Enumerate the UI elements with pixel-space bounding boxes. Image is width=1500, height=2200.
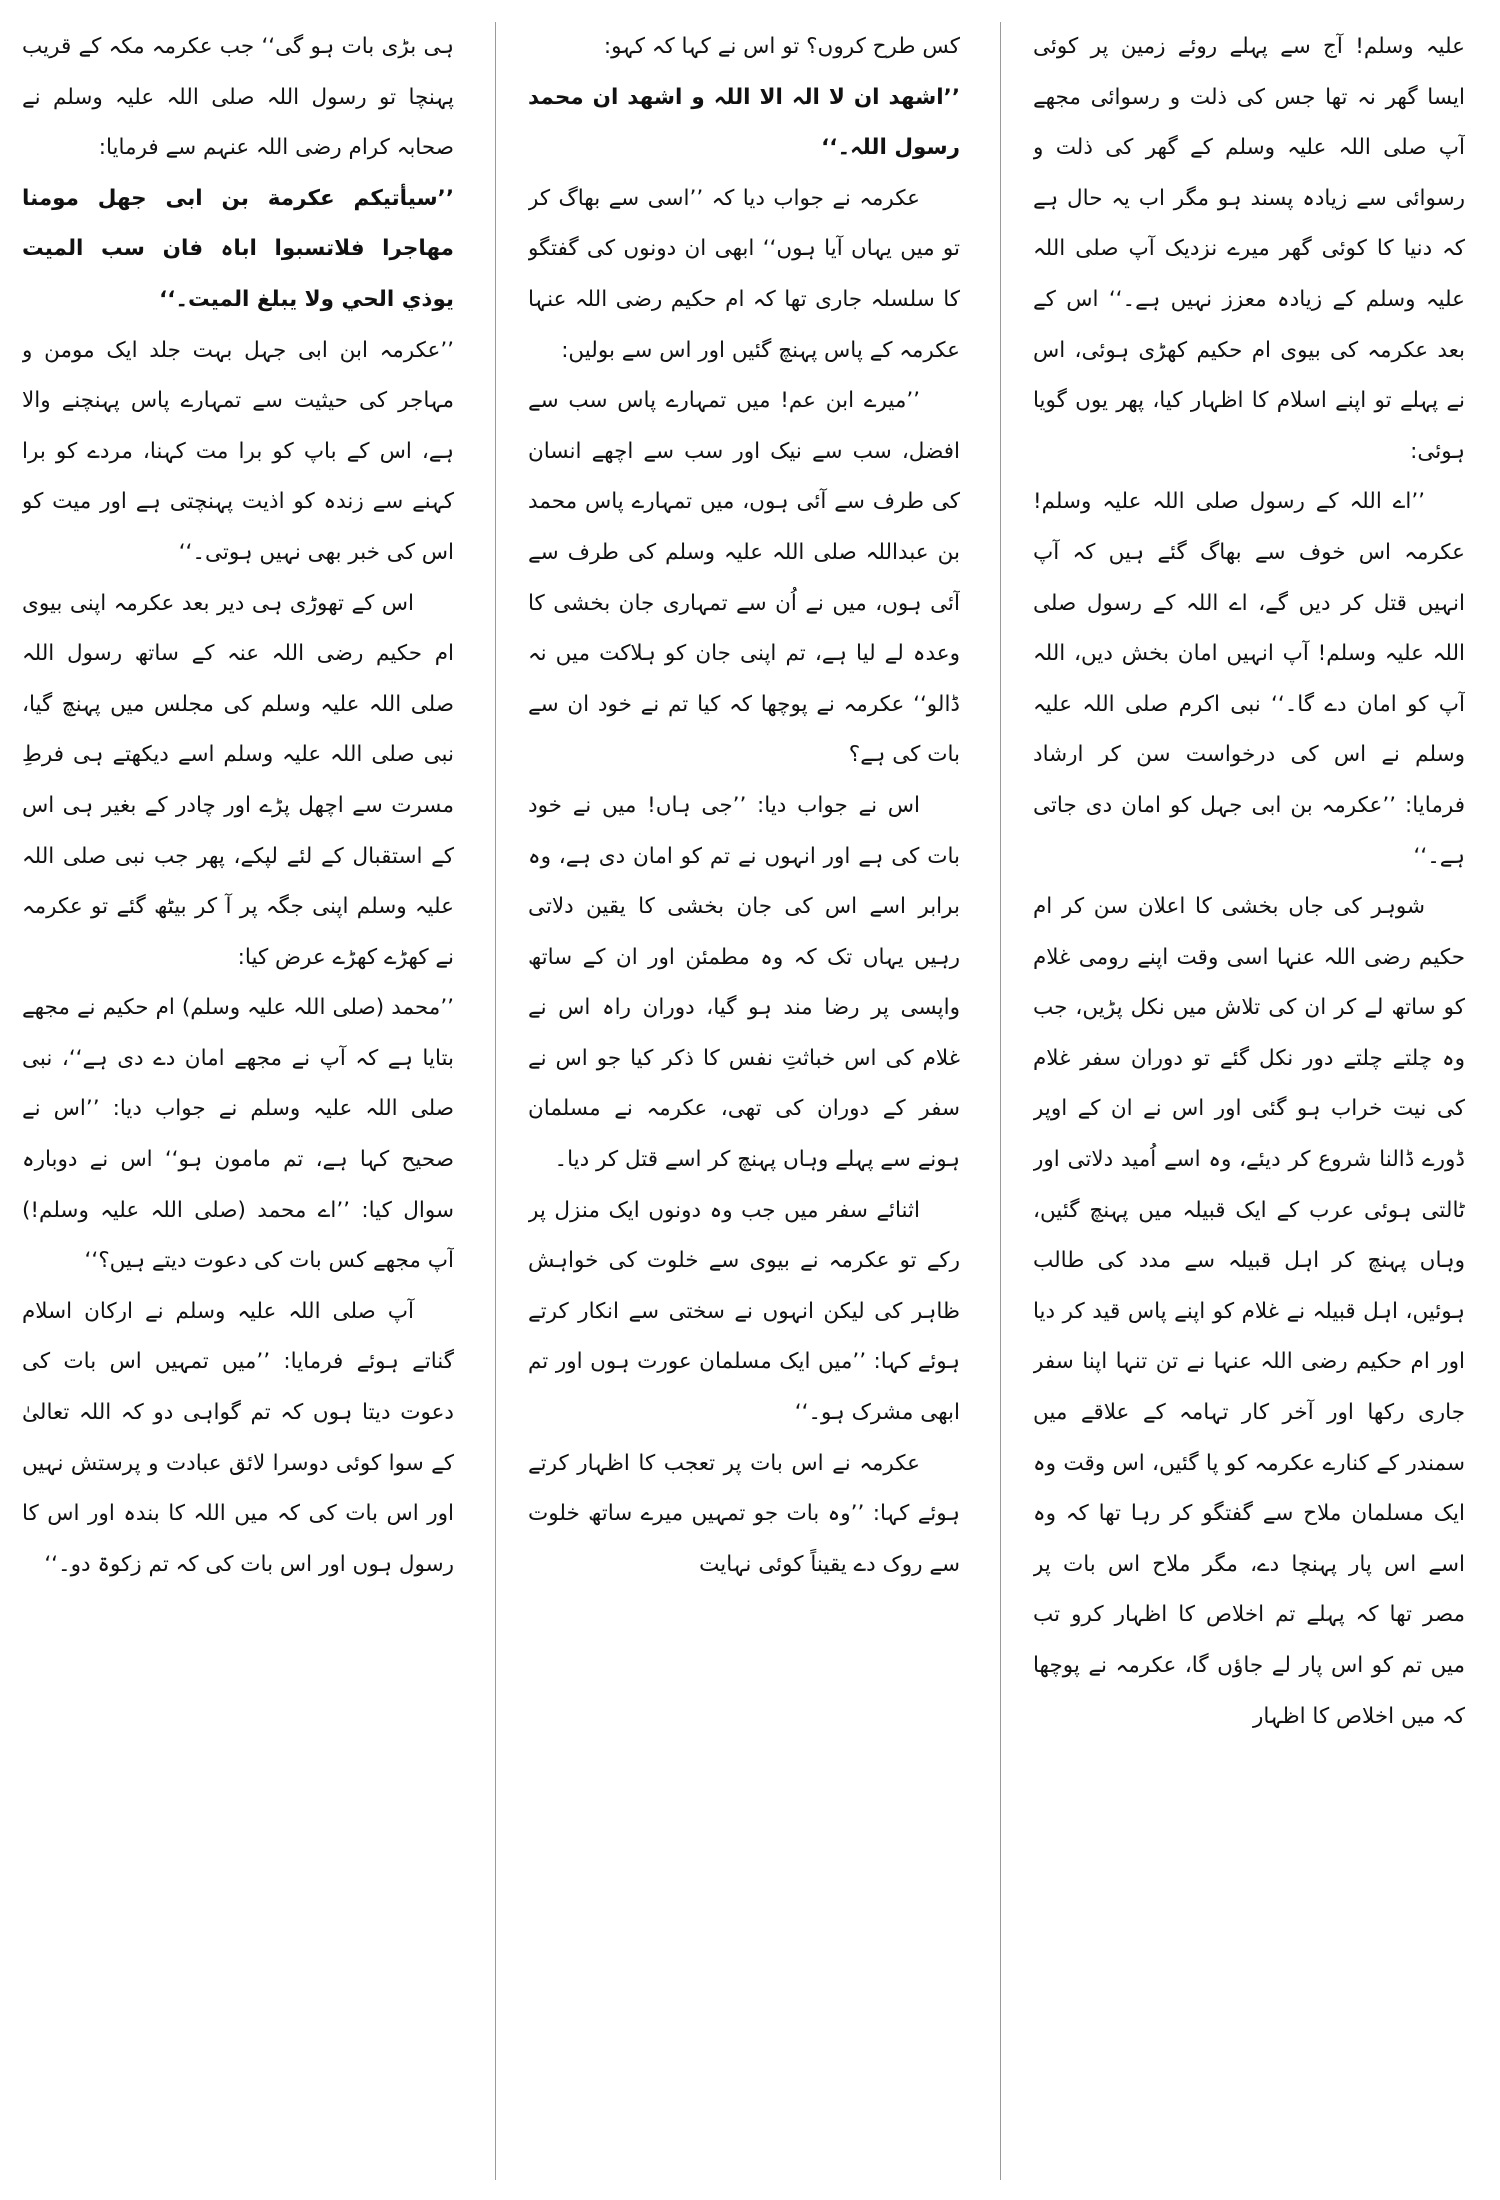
paragraph: ’’اے اللہ کے رسول صلی اللہ علیہ وسلم! عکرمہ اس خوف سے بھاگ گئے ہیں کہ آپ انہیں قتل کر دیں گے، اے اللہ کے رسول صلی اللہ علیہ وسلم! آپ انہیں امان بخش دیں، اللہ آپ کو امان دے گا۔‘‘ نبی اکرم صلی اللہ علیہ وسلم نے اس کی درخواست سن کر ارشاد فرمایا: ’’عکرمہ بن ابی جہل کو امان دی جاتی ہے۔‘‘ [1033, 489, 1465, 869]
text-column-right [1033, 22, 1465, 2192]
quote-arabic: ’’اشھد ان لا الہ الا اللہ و اشھد ان محمد رسول اللہ۔‘‘ [528, 84, 960, 161]
paragraph: عکرمہ نے جواب دیا کہ ’’اسی سے بھاگ کر تو میں یہاں آیا ہوں‘‘ ابھی ان دونوں کی گفتگو کا سلسلہ جاری تھا کہ ام حکیم رضی اللہ عنہا عکرمہ کے پاس پہنچ گئیں اور اس سے بولیں: [528, 185, 960, 363]
text-column-middle [528, 22, 960, 2192]
quote-arabic: ’’سیأتیکم عکرمة بن ابی جھل مومنا مھاجرا فلاتسبوا اباہ فان سب المیت یوذي الحي ولا یبلغ المیت۔‘‘ [22, 185, 454, 312]
paragraph: کس طرح کروں؟ تو اس نے کہا کہ کہو: [603, 34, 960, 59]
column-divider [1000, 22, 1001, 2180]
paragraph: ’’عکرمہ ابن ابی جہل بہت جلد ایک مومن و مہاجر کی حیثیت سے تمہارے پاس پہنچنے والا ہے، اس کے باپ کو برا مت کہنا، مردے کو برا کہنے سے زندہ کو اذیت پہنچتی ہے اور میت کو اس کی خبر بھی نہیں ہوتی۔‘‘ [22, 337, 454, 565]
paragraph: اس نے جواب دیا: ’’جی ہاں! میں نے خود بات کی ہے اور انہوں نے تم کو امان دی ہے، وہ برابر اسے اس کی جان بخشی کا یقین دلاتی رہیں یہاں تک کہ وہ مطمئن اور ان کے ساتھ واپسی پر رضا مند ہو گیا، دوران راہ اس نے غلام کی اس خباثتِ نفس کا ذکر کیا جو اس نے سفر کے دوران کی تھی، عکرمہ نے مسلمان ہونے سے پہلے وہاں پہنچ کر اسے قتل کر دیا۔ [528, 792, 960, 1173]
paragraph: آپ صلی اللہ علیہ وسلم نے ارکان اسلام گناتے ہوئے فرمایا: ’’میں تمہیں اس بات کی دعوت دیتا ہوں کہ تم گواہی دو کہ اللہ تعالیٰ کے سوا کوئی دوسرا لائق عبادت و پرستش نہیں اور اس بات کی کہ میں اللہ کا بندہ اور اس کا رسول ہوں اور اس بات کی کہ تم زکوۃ دو۔‘‘ [22, 1298, 454, 1577]
paragraph: اس کے تھوڑی ہی دیر بعد عکرمہ اپنی بیوی ام حکیم رضی اللہ عنہ کے ساتھ رسول اللہ صلی اللہ علیہ وسلم کی مجلس میں پہنچ گیا، نبی صلی اللہ علیہ وسلم اسے دیکھتے ہی فرطِ مسرت سے اچھل پڑے اور چادر کے بغیر ہی اس کے استقبال کے لئے لپکے، پھر جب نبی صلی اللہ علیہ وسلم اپنی جگہ پر آ کر بیٹھ گئے تو عکرمہ نے کھڑے کھڑے عرض کیا: [22, 590, 454, 970]
column-divider [495, 22, 496, 2180]
paragraph: علیہ وسلم! آج سے پہلے روئے زمین پر کوئی ایسا گھر نہ تھا جس کی ذلت و رسوائی مجھے آپ صلی اللہ علیہ وسلم کے گھر کی ذلت و رسوائی سے زیادہ پسند ہو مگر اب یہ حال ہے کہ دنیا کا کوئی گھر میرے نزدیک آپ صلی اللہ علیہ وسلم کے زیادہ معزز نہیں ہے۔‘‘ اس کے بعد عکرمہ کی بیوی ام حکیم کھڑی ہوئی، اس نے پہلے تو اپنے اسلام کا اظہار کیا، پھر یوں گویا ہوئی: [1033, 34, 1465, 464]
text-column-left [22, 22, 454, 2192]
paragraph: ہی بڑی بات ہو گی‘‘ جب عکرمہ مکہ کے قریب پہنچا تو رسول اللہ صلی اللہ علیہ وسلم نے صحابہ کرام رضی اللہ عنہم سے فرمایا: [22, 34, 454, 161]
paragraph: شوہر کی جاں بخشی کا اعلان سن کر ام حکیم رضی اللہ عنہا اسی وقت اپنے رومی غلام کو ساتھ لے کر ان کی تلاش میں نکل پڑیں، جب وہ چلتے چلتے دور نکل گئے تو دوران سفر غلام کی نیت خراب ہو گئی اور اس نے ان کے اوپر ڈورے ڈالنا شروع کر دیئے، وہ اسے اُمید دلاتی اور ٹالتی ہوئی عرب کے ایک قبیلہ میں پہنچ گئیں، وہاں پہنچ کر اہل قبیلہ سے مدد کی طالب ہوئیں، اہل قبیلہ نے غلام کو اپنے پاس قید کر دیا اور ام حکیم رضی اللہ عنہا نے تن تنہا اپنا سفر جاری رکھا اور آخر کار تہامہ کے علاقے میں سمندر کے کنارے عکرمہ کو پا گئیں، اس وقت وہ ایک مسلمان ملاح سے گفتگو کر رہا تھا کہ وہ اسے اس پار پہنچا دے، مگر ملاح اس بات پر مصر تھا کہ پہلے تم اخلاص کا اظہار کرو تب میں تم کو اس پار لے جاؤں گا، عکرمہ نے پوچھا کہ میں اخلاص کا اظہار [1033, 894, 1465, 1729]
paragraph: ’’میرے ابن عم! میں تمہارے پاس سب سے افضل، سب سے نیک اور سب سے اچھے انسان کی طرف سے آئی ہوں، میں تمہارے پاس محمد بن عبداللہ صلی اللہ علیہ وسلم کی طرف سے آئی ہوں، میں نے اُن سے تمہاری جان بخشی کا وعدہ لے لیا ہے، تم اپنی جان کو ہلاکت میں نہ ڈالو‘‘ عکرمہ نے پوچھا کہ کیا تم نے خود ان سے بات کی ہے؟ [528, 388, 960, 768]
paragraph: ’’محمد (صلی اللہ علیہ وسلم) ام حکیم نے مجھے بتایا ہے کہ آپ نے مجھے امان دے دی ہے‘‘، نبی صلی اللہ علیہ وسلم نے جواب دیا: ’’اس نے صحیح کہا ہے، تم مامون ہو‘‘ اس نے دوبارہ سوال کیا: ’’اے محمد (صلی اللہ علیہ وسلم!) آپ مجھے کس بات کی دعوت دیتے ہیں؟‘‘ [22, 995, 454, 1274]
paragraph: عکرمہ نے اس بات پر تعجب کا اظہار کرتے ہوئے کہا: ’’وہ بات جو تمہیں میرے ساتھ خلوت سے روک دے یقیناً کوئی نہایت [528, 1450, 960, 1577]
paragraph: اثنائے سفر میں جب وہ دونوں ایک منزل پر رکے تو عکرمہ نے بیوی سے خلوت کی خواہش ظاہر کی لیکن انہوں نے سختی سے انکار کرتے ہوئے کہا: ’’میں ایک مسلمان عورت ہوں اور تم ابھی مشرک ہو۔‘‘ [528, 1197, 960, 1426]
